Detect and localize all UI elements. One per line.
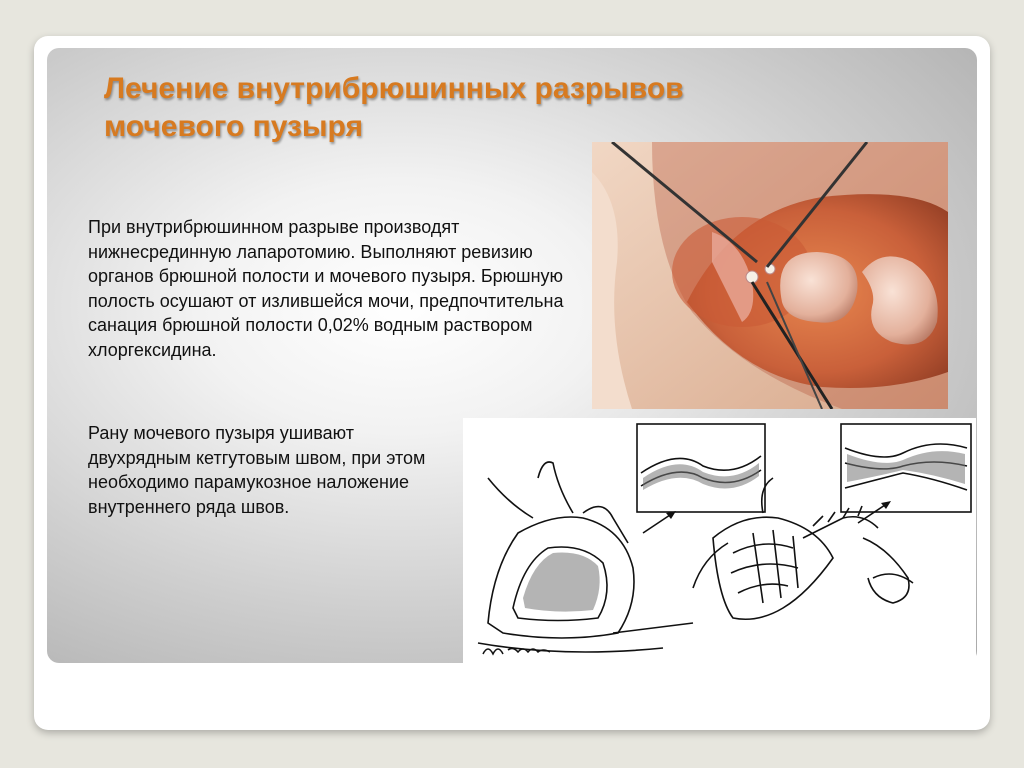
- illustrator-signature: [478, 640, 558, 660]
- surgical-photo: [592, 142, 948, 409]
- title-line-2: мочевого пузыря: [104, 110, 363, 143]
- suture-diagram: [463, 418, 976, 663]
- paragraph-laparotomy: При внутрибрюшинном разрыве производят нижнесрединную лапаротомию. Выполняют ревизию органов брюшной полости и мочевого пузыря. Брюшную полость осушают от излившейся мочи, предпочтительна санация брюшной полости 0,02% водным раствором хлоргексидина.: [88, 217, 564, 360]
- paragraph-suture: Рану мочевого пузыря ушивают двухрядным кетгутовым швом, при этом необходимо парамукозное наложение внутреннего ряда швов.: [88, 423, 426, 517]
- slide-title: [104, 70, 864, 146]
- title-line-1: Лечение внутрибрюшинных разрывов: [104, 72, 684, 105]
